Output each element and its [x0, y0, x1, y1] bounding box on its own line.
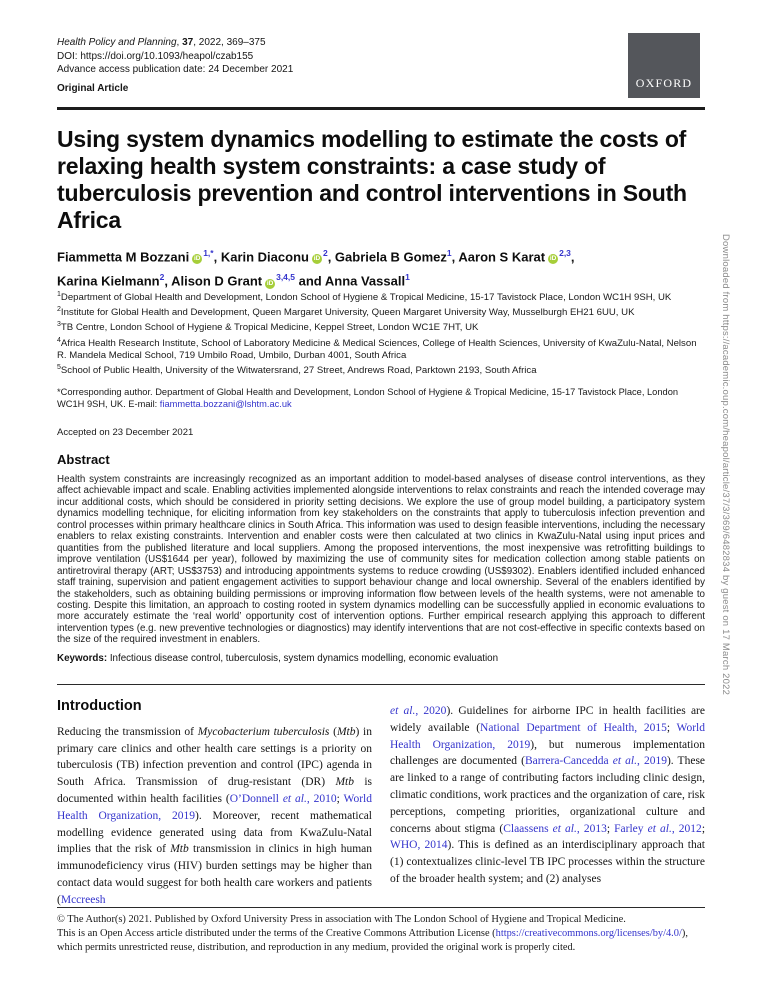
intro-left-paragraph	[57, 724, 372, 909]
journal-sep: ,	[176, 37, 183, 48]
article-title: Using system dynamics modelling to estimate the costs of relaxing health system constraints: a case study of tuberculosis prevention and control interventions in South Africa	[57, 126, 687, 233]
article-type-label: Original Article	[57, 82, 129, 94]
journal-header	[57, 36, 705, 95]
copyright-line: © The Author(s) 2021. Published by Oxford University Press in association with The London School of Hygiene and Tropical Medicine.	[57, 914, 626, 925]
citation-link[interactable]: , 2019	[636, 755, 667, 768]
license-footer	[57, 913, 705, 956]
citation-link[interactable]: et al.	[282, 792, 307, 805]
affiliation-number: 1	[57, 291, 61, 298]
author-line	[57, 243, 705, 292]
affiliation-item	[57, 289, 705, 304]
author-name: Gabriela B Gomez	[334, 249, 447, 265]
download-watermark: Downloaded from https://academic.oup.com/heapol/article/37/3/369/6482834 by guest on 17 March 2022	[720, 234, 731, 696]
citation-link[interactable]: et al.	[647, 822, 672, 835]
journal-volume: 37	[182, 37, 194, 48]
journal-name: Health Policy and Planning	[57, 37, 177, 48]
citation-link[interactable]: Farley	[614, 822, 648, 835]
body-text: (	[329, 725, 337, 738]
citation-link[interactable]: National Department of Health, 2015	[480, 721, 667, 734]
body-text: ). Moreover, recent mathematical modelling evidence generated using data from KwaZulu-Natal implies that the risk of	[57, 809, 372, 856]
affiliation-number: 4	[57, 336, 61, 344]
affiliation-text: TB Centre, London School of Hygiene & Tropical Medicine, Keppel Street, London WC1E 7HT, UK	[60, 322, 479, 334]
citation-link[interactable]: , 2013	[576, 822, 607, 835]
author-name: Fiammetta M Bozzani	[57, 249, 190, 265]
body-text: transmission in clinics in high human immunodeficiency virus (HIV) burden settings may be higher than contact data would suggest for both health care workers and patients (	[57, 843, 373, 906]
author-affiliation-sup: 3,4,5	[276, 272, 295, 283]
author-name: Anna Vassall	[324, 273, 406, 289]
advance-access-line: Advance access publication date: 24 December 2021	[57, 64, 294, 75]
body-text: ;	[336, 792, 344, 805]
author-affiliation-sup: 2	[159, 272, 165, 283]
journal-citation-line	[57, 36, 705, 50]
footer-rule	[57, 907, 705, 908]
author-separator: and	[295, 273, 325, 289]
affiliation-item	[57, 319, 705, 334]
citation-link[interactable]: O’Donnell	[229, 792, 283, 805]
author-affiliation-sup: 2	[322, 248, 328, 258]
author-affiliation-sup: 1	[446, 248, 452, 258]
orcid-icon[interactable]: iD	[193, 255, 201, 263]
citation-link[interactable]: World Health Organization, 2019	[390, 721, 705, 751]
affiliation-item	[57, 362, 705, 377]
affiliation-text: Africa Health Research Institute, School of Laboratory Medicine & Medical Sciences, College of Health Sciences, University of KwaZulu-Natal, Nelson R. Mandela Medical School, 719 Umbilo Road, Umbilo, Durban 4001, South Africa	[57, 337, 697, 361]
body-text: ). Guidelines for airborne IPC in health facilities are widely available (	[390, 705, 705, 734]
journal-pages: , 2022, 369–375	[193, 37, 266, 48]
header-rule	[57, 107, 705, 110]
affiliation-item	[57, 335, 705, 362]
body-text: ) in primary care clinics and other health care settings is a priority on tuberculosis (TB) infection prevention and control (IPC) agenda in South Africa. Transmission of drug-resistant (DR)	[57, 725, 372, 789]
author-separator: ,	[327, 249, 335, 265]
author-separator: ,	[451, 249, 459, 265]
author-name: Aaron S Karat	[458, 249, 546, 265]
body-text: ), but numerous implementation challenges are documented (	[390, 738, 706, 768]
body-text: ;	[606, 822, 615, 835]
orcid-icon[interactable]: iD	[313, 255, 321, 263]
oxford-logo-text: OXFORD	[635, 76, 693, 90]
license-line-3: which permits unrestricted reuse, distribution, and reproduction in any medium, provided the original work is properly cited.	[57, 942, 576, 954]
citation-link[interactable]: WHO, 2014	[390, 839, 448, 852]
citation-link[interactable]: Mccreesh	[60, 893, 106, 906]
keywords-line	[57, 653, 705, 665]
citation-link[interactable]: World Health Organization, 2019	[57, 792, 372, 822]
keywords-label: Keywords:	[57, 652, 108, 664]
license-text-pre: This is an Open Access article distributed under the terms of the Creative Commons Attribution License (	[57, 928, 496, 940]
body-text: ). These are linked to a range of contributing factors including clinic design, climatic conditions, work practices and the organization of care, risk perceptions, competing priorities, organizational culture and concerns about stigma (	[390, 755, 706, 835]
citation-link[interactable]: Claassens	[503, 822, 553, 835]
affiliation-number: 3	[57, 321, 61, 329]
affiliation-number: 2	[57, 306, 61, 314]
body-text: ). This is defined as an interdisciplinary approach that (1) contextualizes clinic-level TB IPC processes within the structure of the broader health system; and (2) analyses	[390, 839, 705, 885]
license-text-post: ),	[681, 928, 688, 940]
introduction-heading: Introduction	[57, 698, 142, 714]
body-text: ;	[666, 721, 677, 734]
citation-link[interactable]: Barrera-Cancedda	[524, 755, 613, 768]
author-name: Alison D Grant	[171, 273, 263, 289]
affiliation-text: Institute for Global Health and Development, Queen Margaret University, Queen Margaret University Way, Musselburgh EH21 6UU, UK	[60, 307, 635, 319]
citation-link[interactable]: et al.	[552, 822, 577, 835]
orcid-icon[interactable]: iD	[266, 279, 274, 287]
accepted-date: Accepted on 23 December 2021	[57, 427, 194, 438]
correspondence-email-link[interactable]: fiammetta.bozzani@lshtm.ac.uk	[159, 398, 292, 409]
intro-right-column	[390, 698, 705, 909]
intro-left-column	[57, 698, 372, 909]
body-text: Mtb	[170, 843, 189, 856]
introduction-section	[57, 698, 705, 909]
author-affiliation-sup: 2,3	[559, 248, 571, 258]
author-separator: ,	[164, 273, 172, 289]
affiliations	[57, 289, 705, 377]
citation-link[interactable]: et al.	[612, 755, 637, 768]
author-separator: ,	[213, 249, 221, 265]
correspondence-note	[57, 387, 705, 411]
body-text: Mtb	[335, 776, 354, 789]
intro-right-paragraph	[390, 703, 705, 888]
citation-link[interactable]: , 2012	[671, 822, 702, 835]
affiliation-item	[57, 304, 705, 319]
abstract-body: Health system constraints are increasingly recognized as an important addition to model-based analyses of disease control interventions, as they affect achievable impact and scale. Enabling activities implemented alongside interventions to relax constraints and reach the intended coverage may incur additional costs, which should be considered in priority setting decisions. We explore the use of group model building, a participatory system dynamics modelling technique, for eliciting information from key stakeholders on the constraints that apply to tuberculosis infection prevention and control processes within primary healthcare clinics in South Africa. This information was used to design feasible interventions, including the necessary enablers to relax existing constraints. Intervention and enabler costs were then calculated at two clinics in KwaZulu-Natal using input prices and quantities from the published literature and local suppliers. Among the proposed interventions, the most inexpensive was retrofitting buildings to improve ventilation (US$1644 per year), followed by maximizing the use of community sites for medication collection among stable patients on antiretroviral therapy (ART; US$3753) and introducing appointments systems to reduce crowding (US$9302). Enablers identified included enhanced staff training, supervision and patient engagement activities to support behaviour change and local ownership. Several of the enablers identified by the stakeholders, such as obtaining building permissions or improving information flow between levels of the health systems, were not amenable to costing. Despite this limitation, an approach to costing rooted in system dynamics modelling can be successfully applied in economic evaluations to more accurately estimate the ‘real world’ opportunity cost of intervention options. Further empirical research applying this approach to different intervention types (e.g. new preventive technologies or diagnostics) may identify interventions that are not cost-effective in specific contexts based on the size of the required investment in enablers.	[57, 474, 705, 646]
citation-link[interactable]: , 2020	[415, 705, 447, 717]
affiliation-number: 5	[57, 363, 61, 371]
body-text: Mycobacterium tuberculosis	[197, 725, 330, 738]
citation-link[interactable]: et al.	[390, 705, 416, 717]
body-text: is documented within health facilities (	[57, 776, 373, 805]
body-text: Mtb	[336, 725, 356, 738]
doi-line: DOI: https://doi.org/10.1093/heapol/czab155	[57, 50, 254, 62]
oxford-logo	[628, 33, 700, 98]
author-name: Karina Kielmann	[57, 273, 160, 289]
license-url-link[interactable]: https://creativecommons.org/licenses/by/4.0/	[495, 928, 682, 940]
body-text: Reducing the transmission of	[57, 725, 198, 738]
author-affiliation-sup: 1	[405, 272, 410, 283]
abstract-heading: Abstract	[57, 452, 110, 467]
affiliation-text: Department of Global Health and Development, London School of Hygiene & Tropical Medicine, 15-17 Tavistock Place, London WC1H 9SH, UK	[60, 292, 672, 304]
correspondence-text: *Corresponding author. Department of Global Health and Development, London School of Hygiene & Tropical Medicine, 15-17 Tavistock Place, London WC1H 9SH, UK. E-mail:	[57, 387, 679, 409]
author-separator: ,	[570, 249, 575, 265]
abstract-section	[57, 452, 705, 665]
citation-link[interactable]: , 2010	[306, 792, 337, 805]
author-affiliation-sup: 1,*	[203, 248, 214, 258]
body-text: ;	[701, 822, 706, 835]
author-name: Karin Diaconu	[220, 249, 309, 265]
affiliation-text: School of Public Health, University of the Witwatersrand, 27 Street, Andrews Road, Parktown 2193, South Africa	[60, 364, 537, 376]
abstract-bottom-rule	[57, 684, 705, 685]
keywords-text: Infectious disease control, tuberculosis, system dynamics modelling, economic evaluation	[107, 652, 499, 664]
orcid-icon[interactable]: iD	[549, 255, 557, 263]
license-line	[57, 927, 705, 941]
